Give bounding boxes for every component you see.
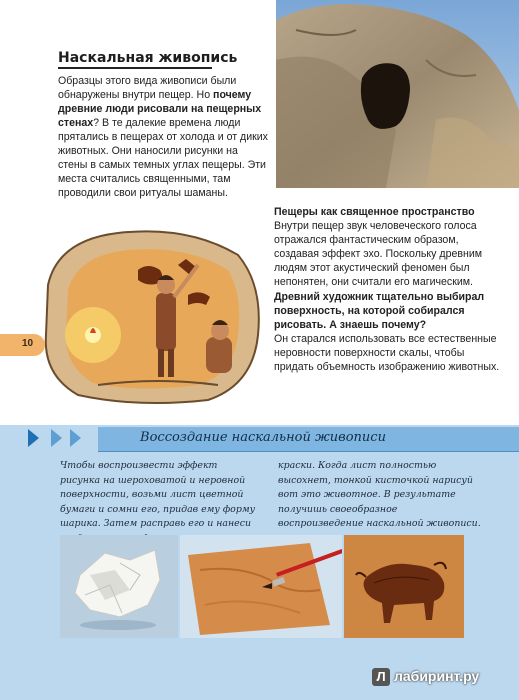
title-underline <box>58 67 212 69</box>
artist-question: Древний художник тщательно выбирал поверхность, на которой собирался рисовать. А знаешь почему? <box>274 291 485 331</box>
intro-paragraph <box>58 74 268 200</box>
cave-painting-illustration <box>38 225 264 408</box>
arrow-right-icon <box>28 429 39 447</box>
activity-text-right: краски. Когда лист полностью высохнет, тонкой кисточкой нарисуй вот это животное. В результате получишь своеобразное воспроизведение наскальной живописи. <box>278 460 481 530</box>
artist-answer: Он старался использовать все естественные неровности поверхности скалы, чтобы придать объемность изображению животных. <box>274 333 500 373</box>
sacred-space-heading: Пещеры как священное пространство <box>274 206 475 218</box>
cave-photo <box>276 0 519 188</box>
labirint-logo-icon: Л <box>372 668 390 686</box>
artist-block <box>274 290 506 374</box>
activity-header-line <box>98 451 519 452</box>
page-title: Наскальная живопись <box>58 50 238 66</box>
page-number: 10 <box>22 338 34 349</box>
watermark-text: лабиринт.ру <box>394 668 480 684</box>
intro-text-2: ? В те далекие времена люди прятались в пещерах от холода и от диких животных. Они наносили рисунки на стены в самых темных углах пещеры. Эти места считались священными, там проводили свои ритуалы шаманы. <box>58 117 268 199</box>
arrow-right-icon <box>70 429 81 447</box>
crumpled-paper-photo <box>60 535 178 638</box>
intro-text-1: Образцы этого вида живописи были обнаружены внутри пещер. Но <box>58 75 237 101</box>
sacred-space-block <box>274 205 506 289</box>
sacred-space-text: Внутри пещер звук человеческого голоса отражался фантастическим образом, создавая эффект эхо. Поскольку древним людям этот акустический феномен был непонятен, они считали его магическим. <box>274 220 483 288</box>
painted-paper-photo <box>180 535 342 638</box>
intro-bold-question: почему древние люди рисовали на пещерных стенах <box>58 89 262 129</box>
activity-title: Воссоздание наскальной живописи <box>140 430 386 445</box>
arrow-right-icon <box>51 429 62 447</box>
activity-text-left: Чтобы воспроизвести эффект рисунка на шероховатой и неровной поверхности, возьми лист цветной бумаги и сомни его, придав ему форму шарика. Затем расправь его и нанеси <box>60 460 256 530</box>
bison-drawing-photo <box>344 535 464 638</box>
labirint-watermark <box>372 668 479 690</box>
